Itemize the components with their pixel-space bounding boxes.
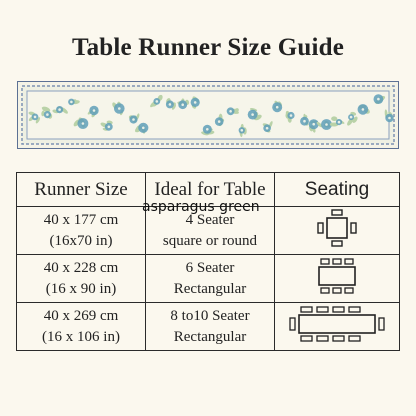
seater-count: 4 Seater	[185, 211, 235, 228]
table-shape: square or round	[162, 232, 258, 249]
runner-flower-center	[206, 128, 209, 131]
ideal-table-cell	[146, 303, 275, 351]
header-ideal-for-table: Ideal for Table	[146, 173, 275, 207]
runner-flower-center	[58, 108, 61, 111]
runner-flower-center	[362, 108, 365, 111]
runner-flower-center	[218, 120, 221, 123]
runner-flower-center	[82, 122, 85, 125]
runner-flower-center	[93, 109, 96, 112]
size-cm: 40 x 177 cm	[43, 211, 119, 228]
header-seating: Seating	[275, 173, 400, 207]
header-runner-size: Runner Size	[17, 173, 146, 207]
runner-flower-center	[70, 101, 73, 104]
size-in: (16 x 90 in)	[45, 280, 117, 297]
size-in: (16x70 in)	[49, 232, 113, 249]
table-runner-image	[17, 81, 399, 149]
seating-cell	[275, 255, 400, 303]
runner-size-cell	[17, 303, 146, 351]
runner-flower-center	[132, 118, 135, 121]
table-row	[17, 303, 400, 351]
square-table-4-seats-icon	[315, 209, 359, 252]
runner-flower-center	[142, 127, 145, 130]
runner-flower-center	[350, 116, 353, 119]
runner-flower-center	[312, 123, 315, 126]
size-cm: 40 x 228 cm	[43, 259, 119, 276]
runner-flower-center	[194, 101, 197, 104]
rect-table-6-seats-icon	[309, 257, 365, 300]
runner-flower-center	[181, 103, 184, 106]
runner-flower-center	[303, 120, 306, 123]
runner-flower-center	[266, 127, 269, 130]
seater-count: 6 Seater	[185, 259, 235, 276]
runner-flower-center	[251, 113, 254, 116]
table-shape: Rectangular	[173, 328, 247, 345]
size-in: (16 x 106 in)	[42, 328, 120, 345]
overlay-caption: asparagus green	[142, 199, 260, 215]
runner-flower-center	[46, 113, 49, 116]
page-title: Table Runner Size Guide	[71, 34, 345, 61]
runner-flower-center	[108, 126, 111, 129]
runner-flower-center	[276, 106, 279, 109]
runner-flower-center	[290, 114, 293, 117]
runner-size-cell	[17, 207, 146, 255]
runner-flower-center	[34, 116, 37, 119]
runner-flower-center	[241, 129, 244, 132]
runner-flower-center	[325, 123, 328, 126]
runner-flower-center	[388, 117, 391, 120]
runner-flower-center	[169, 103, 172, 106]
table-row	[17, 255, 400, 303]
rect-table-10-seats-icon	[287, 304, 387, 349]
size-cm: 40 x 269 cm	[43, 307, 119, 324]
runner-flower-center	[377, 98, 380, 101]
runner-flower-center	[118, 107, 121, 110]
runner-size-cell	[17, 255, 146, 303]
seating-cell	[275, 303, 400, 351]
runner-flower-center	[156, 100, 159, 103]
table-shape: Rectangular	[173, 280, 247, 297]
seater-count: 8 to10 Seater	[170, 307, 250, 324]
seating-cell	[275, 207, 400, 255]
ideal-table-cell	[146, 255, 275, 303]
runner-flower-center	[229, 110, 232, 113]
runner-flower-center	[338, 121, 341, 124]
